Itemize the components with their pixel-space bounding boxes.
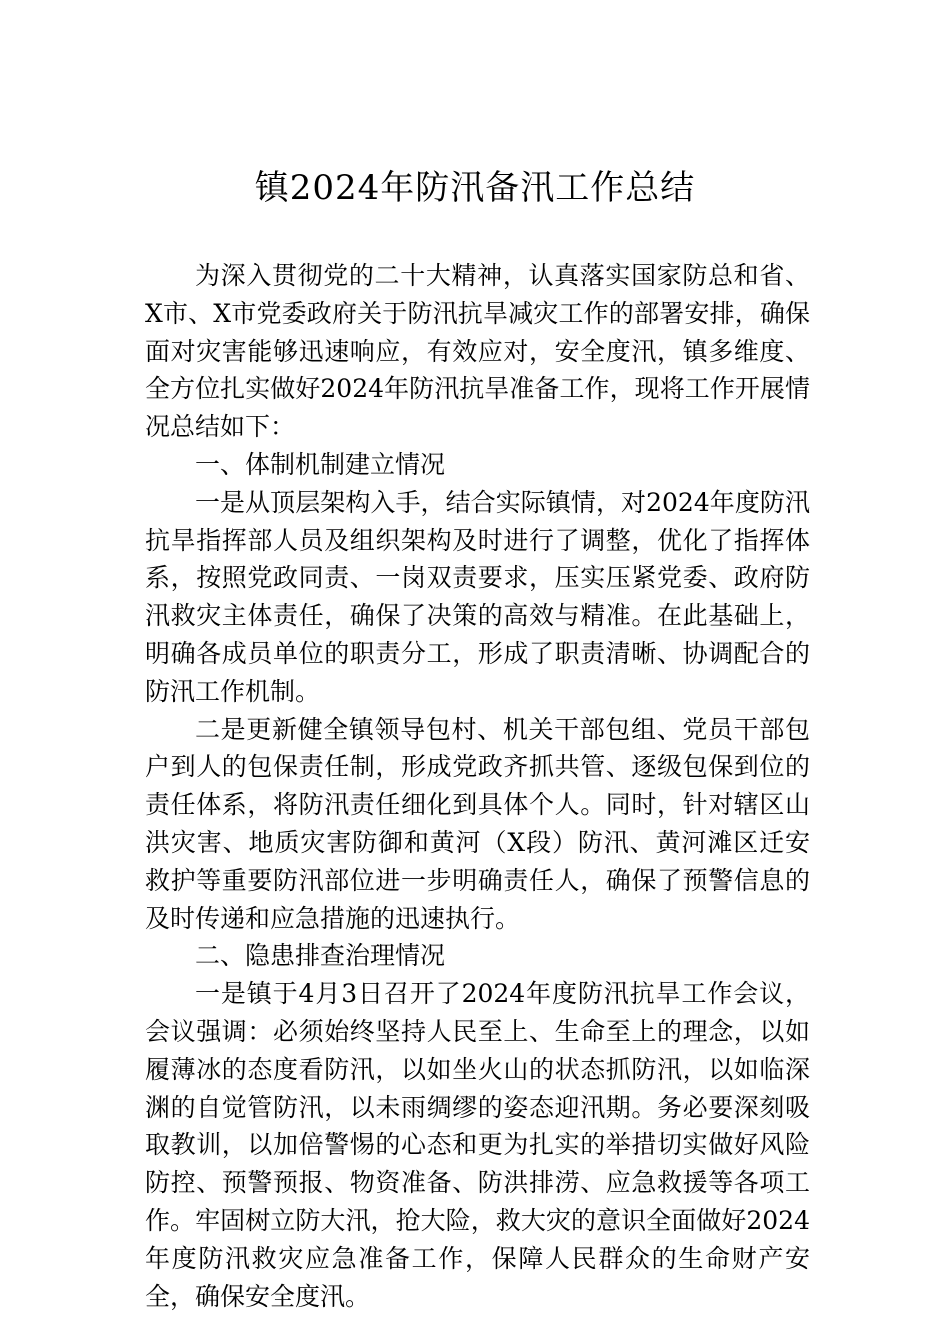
intro-paragraph: 为深入贯彻党的二十大精神，认真落实国家防总和省、X市、X市党委政府关于防汛抗旱减灾工作的部署安排，确保面对灾害能够迅速响应，有效应对，安全度汛，镇多维度、全方位扎实做好2024年防汛抗旱准备工作，现将工作开展情况总结如下：: [145, 261, 810, 442]
section-heading-1: 一、体制机制建立情况: [195, 449, 446, 479]
document-body: [145, 257, 810, 1315]
section-heading-2: 二、隐患排查治理情况: [195, 941, 446, 971]
section-1-paragraph-1: 一是从顶层架构入手，结合实际镇情，对2024年度防汛抗旱指挥部人员及组织架构及时进行了调整，优化了指挥体系，按照党政同责、一岗双责要求，压实压紧党委、政府防汛救灾主体责任，确保了决策的高效与精准。在此基础上，明确各成员单位的职责分工，形成了职责清晰、协调配合的防汛工作机制。: [145, 487, 810, 706]
section-2-paragraph-1: 一是镇于4月3日召开了2024年度防汛抗旱工作会议，会议强调：必须始终坚持人民至上、生命至上的理念，以如履薄冰的态度看防汛，以如坐火山的状态抓防汛，以如临深渊的自觉管防汛，以未雨绸缪的姿态迎汛期。务必要深刻吸取教训，以加倍警惕的心态和更为扎实的举措切实做好风险防控、预警预报、物资准备、防洪排涝、应急救援等各项工作。牢固树立防大汛，抢大险，救大灾的意识全面做好2024年度防汛救灾应急准备工作，保障人民群众的生命财产安全，确保安全度汛。: [145, 979, 810, 1311]
section-1-paragraph-2: 二是更新健全镇领导包村、机关干部包组、党员干部包户到人的包保责任制，形成党政齐抓共管、逐级包保到位的责任体系，将防汛责任细化到具体个人。同时，针对辖区山洪灾害、地质灾害防御和黄河（X段）防汛、黄河滩区迁安救护等重要防汛部位进一步明确责任人，确保了预警信息的及时传递和应急措施的迅速执行。: [145, 714, 810, 933]
document-title: 镇2024年防汛备汛工作总结: [254, 168, 696, 208]
